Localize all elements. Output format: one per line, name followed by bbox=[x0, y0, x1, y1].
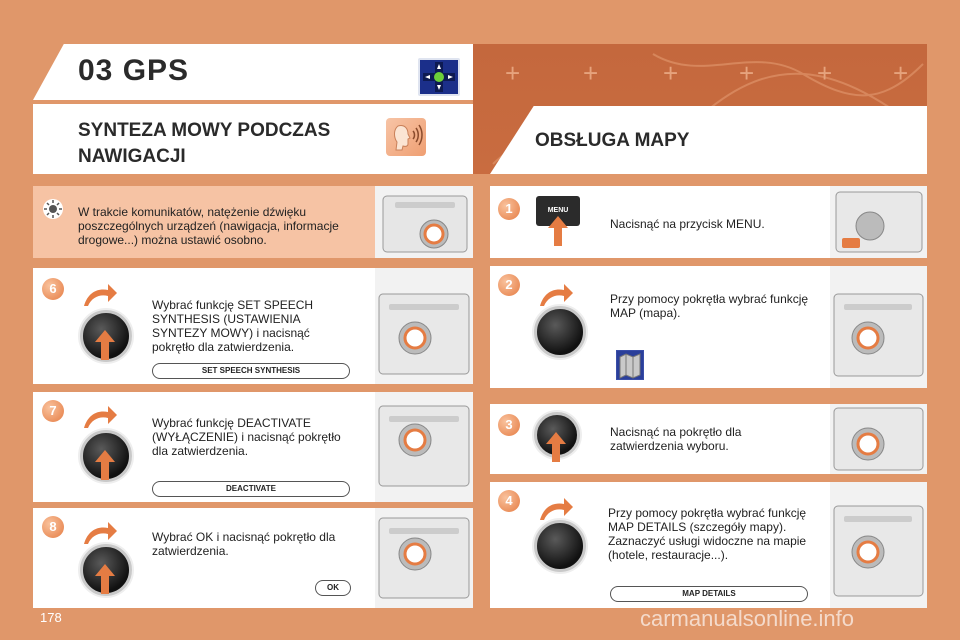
control-panel-image bbox=[375, 186, 473, 258]
step-text: Nacisnąć na pokrętło dla zatwierdzenia wyboru. bbox=[610, 425, 742, 453]
map-icon bbox=[616, 350, 644, 380]
control-panel-image bbox=[830, 482, 927, 608]
control-panel-image bbox=[375, 268, 473, 384]
function-label: OK bbox=[315, 580, 351, 596]
step-number: 7 bbox=[42, 400, 64, 422]
plus-decoration: + bbox=[663, 58, 679, 88]
gps-crossroads-icon bbox=[418, 58, 460, 96]
rotate-arrow-icon bbox=[538, 496, 574, 522]
step-text: Wybrać funkcję SET SPEECH SYNTHESIS (USTAWIENIA SYNTEZY MOWY) i nacisnąć pokrętło dla zatwierdzenia. bbox=[152, 298, 314, 354]
step-number: 1 bbox=[498, 198, 520, 220]
right-section-title: OBSŁUGA MAPY bbox=[535, 130, 690, 151]
sun-icon bbox=[42, 198, 64, 220]
function-label: SET SPEECH SYNTHESIS bbox=[152, 363, 350, 379]
rotate-arrow-icon bbox=[538, 282, 574, 308]
plus-decoration: + bbox=[817, 58, 833, 88]
step-text: Przy pomocy pokrętła wybrać funkcję MAP (mapa). bbox=[610, 292, 809, 320]
step-number: 6 bbox=[42, 278, 64, 300]
voice-synthesis-icon bbox=[386, 118, 426, 156]
chapter-title: 03 GPS bbox=[78, 54, 190, 87]
control-panel-image bbox=[375, 508, 473, 608]
control-panel-image bbox=[830, 404, 927, 474]
watermark: carmanualsonline.info bbox=[640, 606, 855, 631]
control-panel-image bbox=[830, 186, 927, 258]
function-label: DEACTIVATE bbox=[152, 481, 350, 497]
plus-decoration: + bbox=[583, 58, 599, 88]
step-number: 4 bbox=[498, 490, 520, 512]
control-panel-image bbox=[830, 266, 927, 388]
step-number: 8 bbox=[42, 516, 64, 538]
left-section-title bbox=[78, 118, 358, 170]
rotary-knob bbox=[534, 306, 586, 358]
plus-decoration: + bbox=[505, 58, 521, 88]
step-number: 3 bbox=[498, 414, 520, 436]
press-arrow-icon bbox=[548, 216, 568, 246]
page-number: 178 bbox=[40, 610, 62, 625]
top-band bbox=[0, 0, 960, 36]
note-text: W trakcie komunikatów, natężenie dźwięku poszczególnych urządzeń (nawigacja, informacje drogowe...) można ustawić osobno. bbox=[78, 205, 339, 247]
step-text: Nacisnąć na przycisk MENU. bbox=[610, 217, 765, 231]
press-arrow-icon bbox=[95, 450, 115, 480]
step-text: Przy pomocy pokrętła wybrać funkcję MAP DETAILS (szczegóły mapy). Zaznaczyć usługi widoczne na mapie (hotele, restauracje...). bbox=[608, 506, 807, 562]
rotate-arrow-icon bbox=[82, 282, 118, 308]
rotary-knob bbox=[534, 520, 586, 572]
press-arrow-icon bbox=[95, 564, 115, 594]
control-panel-image bbox=[375, 392, 473, 502]
plus-decoration: + bbox=[893, 58, 909, 88]
step-text: Wybrać funkcję DEACTIVATE (WYŁĄCZENIE) i nacisnąć pokrętło dla zatwierdzenia. bbox=[152, 416, 341, 458]
press-arrow-icon bbox=[95, 330, 115, 360]
left-section-title-line2: NAWIGACJI bbox=[78, 146, 186, 167]
press-arrow-icon bbox=[546, 432, 566, 462]
menu-button-icon: MENU bbox=[536, 196, 580, 226]
step-number: 2 bbox=[498, 274, 520, 296]
left-section-title-line1: SYNTEZA MOWY PODCZAS bbox=[78, 120, 331, 141]
function-label: MAP DETAILS bbox=[610, 586, 808, 602]
rotate-arrow-icon bbox=[82, 520, 118, 546]
plus-decoration: + bbox=[739, 58, 755, 88]
step-text: Wybrać OK i nacisnąć pokrętło dla zatwierdzenia. bbox=[152, 530, 336, 558]
rotate-arrow-icon bbox=[82, 404, 118, 430]
